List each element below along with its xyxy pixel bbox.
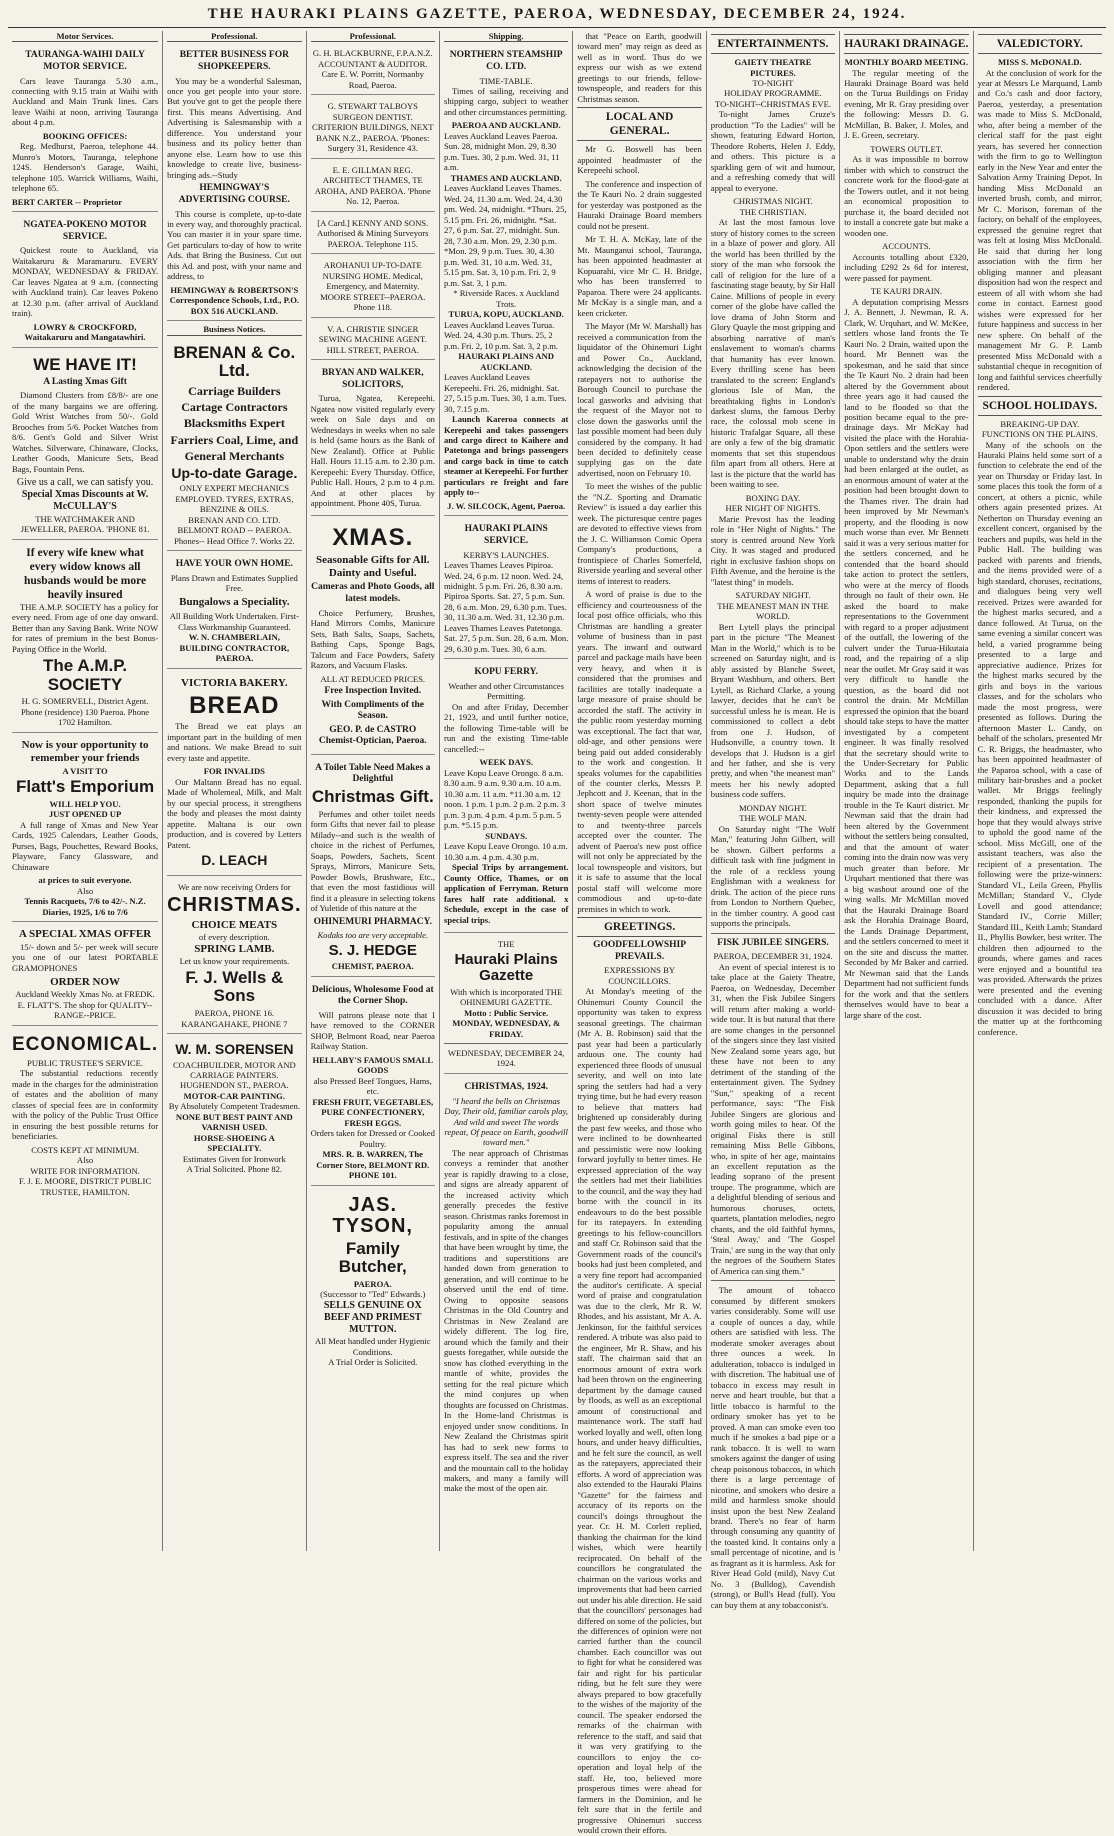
- ad-title: VICTORIA BAKERY.: [181, 676, 288, 689]
- paper-incorporated: With which is incorporated THE OHINEMURI GAZETTE.: [450, 986, 563, 1008]
- article-text: The amount of tobacco consumed by different smokers varies considerably. Some will use a couple of ounces a day, while others are satisfied with less. The moderate smoker averages about three ounces a week. In adulteration, tobacco is indulged in with discretion. The habitual use of tobacco in excess may result in nerve and heart trouble, but that a little tobacco is harmful to the ordinary smoker has yet to be proved. A man can smoke even too much if he smokes a bad pipe or a rank tobacco. It is well to warn smokers against the danger of using cheap poisonous tobaccos, in which there is a large percentage of nicotine, and smokers who desire a mild and harmless smoke should insist upon the best New Zealand brand. There's no fear of harm through consuming any quantity of the toasted kind. It contains only a small percentage of nicotine, and is as fragrant as it is harmless. Ask for River Head Gold (mild), Navy Cut No. 3 (Bulldog), Cavendish (strong), or Bull's Head (full). You can buy them at any tobacconist's.: [710, 1285, 836, 1610]
- ad-text: Launch Kareroa connects at Kerepeehi and takes passengers and cargo direct to Kaihere and Patetonga and brings passengers and cargo back in time to catch steamer at Kerepeehi. For further particulars re freight and fare apply to--: [443, 414, 569, 498]
- ad-subtitle: FOR INVALIDS: [203, 766, 265, 777]
- ad-tyson: [311, 1189, 435, 1372]
- section-heading: Professional.: [311, 31, 435, 42]
- article-subtitle: BOXING DAY.: [745, 492, 801, 503]
- poem: "I heard the bells on Christmas Day, Their old, familiar carols play, And wild and sweet The words repeat, Of peace on Earth, goodwill toward men.": [444, 1095, 569, 1148]
- ad-text: Special Trips by arrangement. County Office, Thames, or on application of Ferryman. Return fares half rate additional. x Schedule, except in the case of special trips.: [443, 862, 569, 925]
- article-subtitle: HOLIDAY PROGRAMME.: [724, 88, 822, 99]
- ad-flatts-emporium: [12, 736, 158, 922]
- ad-tagline: ALL AT REDUCED PRICES.: [320, 673, 426, 684]
- article-text: To-night James Cruze's production "To the Ladies" will be shown, featuring Edward Horton, Theodore Roberts, Helen J. Eddy, and others. This picture is a sparkling gem of wit and humour, and a refreshing comedy that will appeal to everyone.: [710, 109, 836, 193]
- article-text: The regular meeting of the Hauraki Drainage Board was held on the Turua Buildings on Friday evening, Mr R. Gray presiding over the following: Messrs D. G. McMillan, B. Baker, J. Moles, and J. E. Green, secretary.: [844, 67, 969, 141]
- article-text: A word of praise is due to the efficiency and courteousness of the local post office officials, who this Christmas are handling a greater volume of business than in past years. The inward and outward parcel and package mails have been very heavy, and when it is considered that the promises and facilities are totally inadequate a large measure of praise should be accorded the staff. The activity in the public room yesterday morning was exceptional. The fact that war, old-age, and other pensions were being paid out added considerably to the work and congestion. It speaks volumes for the capabilities of the counter clerks, Messrs P. Jephcott and J. Keenan, that in the short space of twelve minutes twenty-seven people were attended to and twenty-three parcels accepted over the counter. The advent of Paeroa's new post office will not only be appreciated by the local townspeople and visitors, but it is safe to assume that the local postal staff will welcome more commodious and up-to-date premises in which to work.: [577, 589, 702, 914]
- ad-title: KOPU FERRY.: [474, 667, 539, 678]
- ad-subtitle: HEMINGWAY'S ADVERTISING COURSE.: [178, 183, 290, 205]
- section-heading: Motor Services.: [12, 31, 158, 42]
- card-arohanui: AROHANUI UP-TO-DATE NURSING HOME. Medical, Emergency, and Maternity. MOORE STREET--PAEROA. Phone 118.: [311, 257, 435, 317]
- article-text: To meet the wishes of the public the "N.Z. Sporting and Dramatic Review" is issued a day earlier this week. The picturesque centre pages are devoted to effective views from the J. C. Williamson Comic Opera Company's productions, a frontispiece of Charles Somerfeld, Riverside yearling and several other items of interest to readers.: [577, 481, 702, 586]
- timetable: Leave Kopu Leave Orongo. 8 a.m. 8.30 a.m. 9 a.m. 9.30 a.m. 10 a.m. 10.30 a.m. 11 a.m. *11.30 a.m. 12 noon. 1 p.m. 1 p.m. 2 p.m. 2 p.m. 3 p.m. 3 p.m. 4 p.m. 4 p.m. 5 p.m. 5 p.m. *5.15 p.m.: [443, 767, 566, 831]
- shipping-kerby: [444, 519, 568, 659]
- article-subtitle: TE KAURI DRAIN.: [870, 286, 943, 297]
- article-text: The Mayor (Mr W. Marshall) has received a communication from the liquidator of the Ohinemuri Light and Power Co., Auckland, acknowledging the decision of the ratepayers not to authorise the Borough Council to purchase the local gasworks and advising that the request of the Mayor not to close down the gasworks until the last possible moment had been duly considered by the company. It had been decided to definitely cease supplying gas on the date advertised, noon on February 10.: [577, 321, 702, 478]
- column-4: [440, 31, 573, 1551]
- ad-amp-society: [12, 543, 158, 733]
- ad-agent: J. W. SILCOCK, Agent, Paeroa.: [447, 500, 566, 511]
- card-christie: V. A. CHRISTIE SINGER SEWING MACHINE AGENT. HILL STREET, PAEROA.: [311, 321, 435, 360]
- timetable: Leaves Auckland Leaves Paeroa. Sun. 28, midnight Mon. 29, 8.30 p.m. Tues. 30, 2 p.m. Wed. 31, 11 a.m.: [443, 130, 560, 173]
- article-title: SCHOOL HOLIDAYS.: [978, 396, 1102, 416]
- ad-subtitle: A Lasting Xmas Gift: [43, 376, 127, 387]
- ad-name: The A.M.P. SOCIETY: [43, 656, 128, 694]
- route-heading: WEEK DAYS.: [479, 757, 533, 768]
- route-heading: TURUA, KOPU, AUCKLAND.: [448, 309, 564, 320]
- article-subtitle: PAEROA, DECEMBER 31, 1924.: [713, 951, 833, 962]
- ad-text: (Successor to "Ted" Edwards.): [320, 1289, 426, 1300]
- route-heading: HAURAKI PLAINS AND AUCKLAND.: [458, 351, 554, 372]
- article-text: As it was impossible to borrow timber with which to construct the concrete work for the flood-gate at the Towers outlet, and it not being an economical proposition to purchase it, the board decided not to install a concrete gate but make a wooden one.: [844, 154, 969, 238]
- ad-title: BRYAN AND WALKER, SOLICITORS,: [321, 367, 424, 390]
- shipping-kopu-ferry: [444, 662, 568, 933]
- card-blackburne: G. H. BLACKBURNE, F.P.A.N.Z. ACCOUNTANT & AUDITOR. Care E. W. Porritt, Normanby Road, Paeroa.: [311, 45, 435, 95]
- column-3: [307, 31, 440, 1551]
- ad-text: A Trial Solicited. Phone 82.: [186, 1164, 283, 1175]
- ad-text: All Meat handled under Hygienic Conditions.: [315, 1336, 431, 1357]
- ad-agent: H. G. SOMERVELL, District Agent. Phone (residence) 130 Paeroa. Phone 1702 Hamilton.: [20, 696, 150, 728]
- ad-services: Carriage Builders Cartage Contractors Blacksmiths Expert Farriers Coal, Lime, and General Merchants: [170, 384, 299, 463]
- ad-subtitle: JUST OPENED UP: [48, 809, 122, 820]
- article-title: LOCAL AND GENERAL.: [577, 107, 701, 141]
- card-kenny: [A Card.] KENNY AND SONS. Authorised & Mining Surveyors PAEROA. Telephone 115.: [311, 215, 435, 254]
- article-title: FISK JUBILEE SINGERS.: [717, 937, 829, 948]
- article-title: CHRISTMAS, 1924.: [464, 1081, 548, 1092]
- ad-title: A SPECIAL XMAS OFFER: [18, 928, 152, 941]
- ad-name: F. J. Wells & Sons: [185, 967, 284, 1006]
- ad-title: BETTER BUSINESS FOR SHOPKEEPERS.: [179, 50, 289, 72]
- article-text: The conference and inspection of the Te Kauri No. 2 drain suggested for yesterday was postponed as the Hauraki Drainage Board members could not be present.: [577, 178, 702, 231]
- timetable: Leave Kopu Leave Orongo. 10 a.m. 10.30 a.m. 4 p.m. 4.30 p.m.: [443, 841, 568, 862]
- ad-text: Perfumes and other toilet needs form Gifts that never fail to please Milady--and such is the wealth of choice in the richest of Perfumes, Soaps, Powders, Sachets, Scent Sprays, Mirrors, Manicure Sets, Powder Bowls, Brushware, Etc., that even the most fastidious will find it a pleasure in selecting tokens of Yuletide of this nature at the: [310, 808, 435, 914]
- ad-text: THE A.M.P. SOCIETY has a policy for every need. From age of one day onward. Better than any Saving Bank. Write NOW for rates of premium in the best Bonus-Paying Office in the World.: [12, 601, 159, 654]
- article-subtitle: ACCOUNTS.: [882, 241, 931, 252]
- ad-address: BRENAN AND CO. LTD. BELMONT ROAD -- PAEROA. Phones-- Head Office 7. Works 22.: [174, 514, 295, 546]
- article-text: Many of the schools on the Hauraki Plains held some sort of a function to celebrate the end of the year on Thursday or Friday last. In some places this took the form of a concert, at others a picnic, while others again presented prizes. At Netherton on Thursday evening an excellent concert, organised by the teachers and pupils, was held in the Public Hall. The building was packed with parents and friends, and the items provided were of a high standard, choruses, recitations, and dialogues being very well received. Prizes were awarded for the highest marks secured, and a dance followed. At Turua, on the same evening a similar concert was held, a varied programme being presented to a large and appreciative audience. Prizes for the highest marks secured by the girls and boys in the various classes, and for the scholars who made the most progress, were presented as follows. During the afternoon Master L. Candy, on behalf of the scholars, presented Mr C. R. Briggs, the headmaster, who has been appointed headmaster of the Paparoa school, with a case of military hair-brushes and a pocket wallet. Mr Briggs feelingly responded, thanking the pupils for their kindness, and expressed the hope that they would always strive to uphold the good name of the school. Miss McGill, one of the assistant teachers, was also the recipient of a presentation. The following were the prize-winners: Standard VI., Leila Green, Phyllis McMillan; Standard V., Clyde Lovell and good attendance; Standard IV., Corrie Miller; Standard III., Keith Lamb; Standard II., Phyllis Bowker, best writer. The children then adjourned to the grounds, where games and races were enjoyed and a bountiful tea was provided. Afterwards the prizes were presented and the evening concluded with a dance. After discussion it was decided to bring the matter up at the forthcoming conference.: [977, 439, 1102, 1037]
- ad-text: COACHBUILDER, MOTOR AND CARRIAGE PAINTERS. HUGHENDON ST., PAEROA.: [172, 1059, 296, 1091]
- paper-name: Hauraki Plains Gazette: [454, 950, 558, 985]
- ad-subtitle: Weather and other Circumstances Permitting.: [448, 680, 564, 702]
- ad-tagline: Tennis Racquets, 7/6 to 42/-. N.Z. Diaries, 1925, 1/6 to 7/6: [24, 896, 146, 917]
- ad-warren: [311, 980, 435, 1186]
- ad-text: Times of sailing, receiving and shipping cargo, subject to weather and other circumstances permitting.: [443, 86, 569, 117]
- ad-text: ONLY EXPERT MECHANICS EMPLOYED. TYRES, EXTRAS, BENZINE & OILS.: [175, 483, 294, 515]
- ad-text: A full range of Xmas and New Year Cards, 1925 Calendars, Leather Goods, Purses, Bags, Pouchettes, Reward Books, Playware, Fancy Glassware, and Chinaware: [12, 819, 159, 872]
- ad-text: 15/- down and 5/- per week will secure you one of our latest PORTABLE GRAMOPHONES: [12, 941, 159, 973]
- route-heading: THAMES AND AUCKLAND.: [450, 172, 562, 183]
- article-subtitle: THE WOLF MAN.: [739, 813, 807, 824]
- article-subtitle: MONTHLY BOARD MEETING.: [844, 57, 969, 68]
- ad-subtitle: HORSE-SHOEING A SPECIALITY.: [193, 1132, 275, 1154]
- ad-sorensen: [167, 1037, 301, 1179]
- route-heading: PAEROA AND AUCKLAND.: [451, 120, 561, 131]
- article-text: On Saturday night "The Wolf Man," featuring John Gilbert, will be shown. Gilbert performs a difficult task with fine judgment in the role of a reckless young Englishman with a weakness for drink. The action of the piece runs from London to Northern Quebec, in the timber country. A good cast supports the principals.: [710, 823, 836, 929]
- ad-mccullay: [12, 351, 158, 540]
- ad-ngatea-pokeno: [12, 215, 158, 348]
- ad-title: Delicious, Wholesome Food at the Corner Shop.: [311, 984, 434, 1007]
- ad-title: HAURAKI PLAINS SERVICE.: [464, 524, 548, 546]
- ad-name: Flatt's Emporium: [15, 777, 155, 797]
- article-subtitle: GAIETY THEATRE PICTURES.: [734, 57, 812, 78]
- column-6: [707, 31, 840, 1610]
- column-1: [8, 31, 163, 1551]
- ad-subtitle: KERBY'S LAUNCHES.: [463, 549, 549, 560]
- ad-name: W. M. SORENSEN: [175, 1041, 294, 1058]
- ad-tagline: Give us a call, we can satisfy you.: [16, 476, 154, 488]
- ad-text: The substantial reductions recently made in the charges for the administration of estates and the abolition of many classes of special fees are in conformity with the policy of the Public Trust Office in ensuring the best possible returns for beneficiaries.: [12, 1068, 159, 1142]
- route-heading: SUNDAYS.: [485, 830, 528, 841]
- ad-tauranga-waihi: [12, 45, 158, 212]
- ad-text: Let us know your requirements.: [179, 956, 290, 967]
- ad-subtitle: BOOKING OFFICES:: [42, 130, 128, 141]
- ad-tagline: SELLS GENUINE OX BEEF AND PRIMEST MUTTON.: [323, 1299, 422, 1336]
- ad-subtitle: Seasonable Gifts for All. Dainty and Useful.: [316, 553, 430, 580]
- article-subtitle: THE CHRISTIAN.: [739, 206, 807, 217]
- ad-big: CHRISTMAS.: [167, 893, 302, 916]
- ad-title: NORTHERN STEAMSHIP CO. LTD.: [449, 50, 563, 72]
- ad-subtitle: A VISIT TO: [62, 765, 108, 776]
- ad-title: NGATEA-POKENO MOTOR SERVICE.: [23, 220, 147, 242]
- ad-subtitle: PUBLIC TRUSTEE'S SERVICE.: [27, 1057, 144, 1068]
- ad-name: GEO. P. de CASTRO Chemist-Optician, Paeroa.: [318, 724, 427, 747]
- timetable-note: * Riverside Races. x Auckland Trots.: [453, 288, 560, 309]
- ad-text: Auckland Weekly Xmas No. at FREDK. E. FLATT'S. The shop for QUALITY--RANGE--PRICE.: [15, 989, 155, 1021]
- ad-text: Plans Drawn and Estimates Supplied Free.: [170, 572, 298, 594]
- article-subtitle: GOODFELLOWSHIP PREVAILS.: [593, 940, 687, 962]
- card-talboys: G. STEWART TALBOYS SURGEON DENTIST. CRITERION BUILDINGS, NEXT BANK N.Z., PAEROA. 'Phones: Surgery 31, Residence 43.: [311, 98, 435, 158]
- article-text: At Monday's meeting of the Ohinemuri County Council the opportunity was taken to express seasonal greetings. The chairman (Mr A. B. Robinson) said that the past year had been a particularly arduous one. The county had experienced three floods of unusual severity, and well on into late spring the settlers had had a very trying time, but he had every reason to believe that matters had brightened up considerably during the past few weeks, and those who were inclined to be downhearted and pessimistic were now looking forward joyfully to better times. He expressed appreciation of the way the settlers had met their liabilities to the council, and the way they had borne with the council in its endeavours to do the best possible for its ratepayers. In extending greetings to his fellow-councillors and staff Cr. Robinson said that the Government roads of the council's books had just been completed, and a very fine report had accompanied the auditor's certificate. A special word of praise and congratulation was due to the clerk, Mr R. W. Rhodes, and his assistant, Mr A. A. Jenkinson, for the faithful services rendered. A tribute was also paid to the engineer, Mr R. Shaw, and his staff. The chairman said that an enormous amount of extra work had been thrown on the engineering department by the damage caused by floods, as well as an exceptional amount of constructional and maintenance work. The staff had worked loyally and well, often long hours, and under heavy difficulties, and he felt sure the council, as well as the ratepayers, appreciated their efforts. A word of appreciation was also extended to the Hauraki Plains "Gazette" for the fairness and accuracy of its reports on the council's doings throughout the year. Cr. H. M. Corlett replied, thanking the chairman for the kind wishes, which were heartily reciprocated. On behalf of the councillors he congratulated the chairman on the various works and improvements that had been carried out under his able direction. He said that the councillors' personages had differed on some of the policies, but the differences of opinion were not carried further than the council chamber. Each councillor was out to fight for what he considered was fair and right for his particular riding, but he felt sure they were always prepared to bow gracefully to the wishes of the majority of the council. The speaker endorsed the remarks of the chairman with reference to the staff, and said that it was very gratifying to the councillors to enjoy the co-operation and loyal help of the staff. He, too, believed more prosperous times were ahead for farmers in the Dominion, and he felt sure that in the fertile and progressive Ohinemuri success would crown their efforts.: [577, 986, 702, 1836]
- article-subtitle: TO-NIGHT: [752, 77, 794, 88]
- ad-title: WE HAVE IT!: [33, 354, 137, 374]
- article-text: Bert Lytell plays the principal part in the picture "The Meanest Man in the World," which is to be screened on Saturday night, and is ably assisted by Blanche Sweet, Bryant Washburn, and others. Bert Lytell, as Richard Clarke, a young lawyer, decides that he can't be successful unless he is mean. He is commissioned to collect a debt from one J. Hudson, of Hudsonville, a country town. It develops that J. Hudson is a girl and her father, and she is very pretty, and when "the meanest man" meets her his newly adopted business code suffers.: [710, 621, 836, 800]
- ad-brenan: [167, 339, 301, 552]
- article-text: At the conclusion of work for the year at Messrs Le Marquand, Lamb and Co.'s cash and door factory, Paeroa, yesterday, a presentation was made to Miss S. McDonald, who, after being a member of the clerical staff for the past eight years, has severed her connection with the firm to go to Wellington early in the New Year and enter the Salvation Army Training Depot. In handing Miss McDonald an inverted brush, comb, and mirror, Mr C. Morison, foreman of the factory, on behalf of the employees, expressed the genuine regret that was felt at losing Miss McDonald. He said that during her long association with the firm her obliging manner and pleasant disposition had won the respect and esteem of all with whom she had come in contact. Earnest good wishes were expressed for her future happiness and success in her new sphere. On behalf of the management Mr G. P. Lamb presented Miss McDonald with a substantial cheque in recognition of long and faithful services cheerfully rendered.: [977, 67, 1102, 393]
- ad-text: A Trial Order is Solicited.: [328, 1357, 418, 1368]
- ad-big: BREAD: [189, 692, 280, 720]
- ad-address: PAEROA, PHONE 16. KARANGAHAKE, PHONE 7: [181, 1008, 288, 1029]
- ad-subtitle: NONE BUT BEST PAINT AND VARNISH USED.: [175, 1111, 293, 1133]
- ad-subtitle: PAEROA.: [353, 1278, 392, 1289]
- ad-ohinemuri-pharmacy: [311, 758, 435, 977]
- paper-motto: Motto : Public Service.: [464, 1007, 549, 1018]
- ad-text: By Absolutely Competent Tradesmen.: [168, 1101, 300, 1112]
- ad-title: TAURANGA-WAIHI DAILY MOTOR SERVICE.: [25, 50, 145, 72]
- ad-text: On and after Friday, December 21, 1923, and until further notice, the following Time-table will be run and the existing Time-table cancelled:--: [443, 701, 569, 754]
- ad-title: A Toilet Table Need Makes a Delightful: [315, 762, 431, 785]
- timetable: Leaves Thames Leaves Pipiroa. Wed. 24, 6 p.m. 12 noon. Wed. 24, midnight. 5 p.m. Fri. 26, 8.30 a.m. Pipiroa Sports. Sat. 27, 5 p.m. Sun. 28, 6 a.m. Mon. 29, 6.30 p.m. Tues. 30, 11.30 a.m. Wed. 31, 12.30 p.m. Leaves Thames Leaves Patetonga. Sat. 27, 5 p.m. Sun. 28, 6 a.m. Mon. 29, 6.30 p.m. Tues. 30, 6 a.m.: [443, 560, 569, 654]
- ad-also: Also: [76, 885, 94, 896]
- article-subtitle: HER NIGHT OF NIGHTS.: [725, 503, 821, 514]
- ad-text: Orders taken for Dressed or Cooked Poultry.: [310, 1128, 435, 1149]
- ad-subtitle: TIME-TABLE.: [479, 75, 533, 86]
- article-title: HAURAKI DRAINAGE.: [844, 34, 968, 54]
- article-text: Marie Prevost has the leading role in "Her Night of Nights." The story is centred around New York City. It was staged and produced right in exclusive fashion shops on Fifth Avenue, and the heroine is the "latest thing" in models.: [710, 513, 836, 587]
- paper-the: THE: [497, 939, 515, 950]
- ad-chamberlain: [167, 554, 301, 668]
- ad-subtitle: SPRING LAMB.: [194, 942, 275, 955]
- column-7: [840, 31, 973, 1551]
- ad-tagline: With Compliments of the Season.: [321, 699, 424, 722]
- article-text: Accounts totalling about £320, including £292 2s 6d for interest, were passed for payment.: [844, 251, 969, 283]
- ad-victoria-bakery: [167, 672, 301, 876]
- ad-tagline: Kodaks too are very acceptable.: [317, 930, 429, 941]
- section-heading: Professional.: [167, 31, 301, 42]
- ad-title: If every wife knew what every widow knows all husbands would be more heavily insured: [23, 546, 147, 601]
- ad-subtitle: MOTOR-CAR PAINTING.: [183, 1090, 286, 1101]
- ad-title: ECONOMICAL.: [12, 1033, 159, 1055]
- article-subtitle: EXPRESSIONS BY COUNCILLORS.: [604, 965, 676, 986]
- article-subtitle: THE MEANEST MAN IN THE WORLD.: [717, 600, 829, 622]
- article-subtitle: BREAKING-UP DAY.: [1000, 418, 1080, 429]
- article-title: ENTERTAINMENTS.: [711, 34, 835, 54]
- editorial-masthead: [444, 936, 568, 1074]
- ad-subtitle: Cameras and Photo Goods, all latest models.: [311, 582, 435, 605]
- ad-tagline: at prices to suit everyone.: [38, 875, 132, 886]
- ad-subtitle: CHOICE MEATS: [191, 918, 278, 931]
- ad-text: Cars leave Tauranga 5.30 a.m., connecting with 9.15 train at Waihi with Auckland and Main Trunk lines. Cars leave Waihi at noon, arriving Tauranga about 4 p.m.: [12, 75, 159, 128]
- card-gillman: E. E. GILLMAN REG. ARCHITECT THAMES, TE AROHA, AND PAEROA. 'Phone No. 12, Paeroa.: [311, 162, 435, 212]
- article-subtitle: TO-NIGHT--CHRISTMAS EVE.: [714, 98, 831, 109]
- ad-tagline: WRITE FOR INFORMATION.: [30, 1165, 140, 1176]
- article-text: At last the most famous love story of history comes to the screen in a blaze of power and glory. All the world has been thrilled by the story of the man who forsook the call of religion for the lure of a fascinating stage beauty, by Sir Hall Caine. Millions of people in every corner of the globe have called the love drama of John Storm and Glory Quayle the most gripping and absorbing narrative of man's enslavement to woman's charms that humanity has ever known. Every thrilling scene has been translated to the screen: England's glorious Isle of Man, the breathtaking fights in London's darkest slums, the famous Derby race, the colossal mob scene in historic Trafalgar Square, all these are only a few of the big dramatic moments that set this stupendous film apart from all others. Here at last is the picture that the world has been waiting to see.: [710, 217, 836, 490]
- article-subtitle: MONDAY NIGHT.: [739, 802, 807, 813]
- article-text: Mr T. H. A. McKay, late of the Mt. Maunganui school, Tauranga, has been appointed headmaster at Kopuarahi, vice Mr C. H. Bridge, who has been transferred to Paparoa. There were 24 applicants. Mr McKay is a single man, and a keen cricketer.: [577, 234, 702, 318]
- editorial-christmas: [444, 1077, 568, 1501]
- article-subtitle: TOWERS OUTLET.: [870, 143, 943, 154]
- ad-text: also Pressed Beef Tongues, Hams, etc.: [313, 1075, 432, 1097]
- ad-subtitle: ORDER NOW: [50, 976, 121, 988]
- ad-big: XMAS.: [332, 524, 414, 552]
- ad-tagline: Free Inspection Invited.: [324, 686, 422, 697]
- ad-text: We are now receiving Orders for: [178, 881, 291, 892]
- ad-subtitle: Bungalows a Speciality.: [179, 595, 290, 608]
- ad-firm: Special Xmas Discounts at W. McCULLAY'S: [21, 489, 149, 513]
- ad-subtitle: WILL HELP YOU.: [49, 798, 121, 809]
- article-title: VALEDICTORY.: [978, 34, 1102, 54]
- article-subtitle: FUNCTIONS ON THE PLAINS.: [981, 429, 1098, 440]
- editorial-date: WEDNESDAY, DECEMBER 24, 1924.: [447, 1048, 565, 1069]
- ad-text: Choice Perfumery, Brushes, Hand Mirrors Combs, Manicure Sets, Bath Salts, Soaps, Sachets, Bathing Caps, Sponge Bags, Talcum and Face Powders, Safety Razors, and Vacuum Flasks.: [310, 607, 435, 671]
- columns: [8, 31, 1106, 1836]
- ad-text: Reg. Medhurst, Paeroa, telephone 44. Munro's Motors, Tauranga, telephone 124S. Henderson's Garage, Waihi, telephone 105. Warrick Williams, Waihi, telephone 65.: [12, 141, 159, 194]
- ad-tagline: COSTS KEPT AT MINIMUM.: [31, 1144, 139, 1155]
- ad-text: The Bread we eat plays an important part in the building of men and nations. We make Bread to suit every taste and appetite.: [167, 721, 302, 763]
- ad-name: W. N. CHAMBERLAIN, BUILDING CONTRACTOR, PAEROA.: [179, 632, 290, 664]
- ad-name: OHINEMURI PHARMACY.: [313, 916, 432, 927]
- ad-text: of every description.: [198, 932, 270, 943]
- ad-public-trustee: [12, 1029, 158, 1201]
- article-text: that "Peace on Earth, goodwill toward men" may reign as deed as well as in word. Thus do we express our wish as we extend greetings to our friends, fellow-townspeople, and readers for this Christmas season.: [577, 31, 702, 104]
- shipping-northern: [444, 45, 568, 516]
- article-text: An event of special interest is to take place at the Gaiety Theatre, Paeroa, on Wednesday, December 31, when the Fisk Jubilee Singers will return after making a world-wide tour. It is but natural that there are some changes in the personnel of the singers since they last visited New Zealand some years ago, but these have not been to any detriment of the standing of the entertainment given. The Sydney "Sun," speaking of a recent performance, says: "The Fisk Jubilee Singers are glorious and worth going miles to hear. Of the original Fisks there is still remaining Miss Belle Gibbons, who, in spite of her age, maintains an excellent reputation as the leading soprano of the present troupe. The programme, which are a delightful blending of serious and humorous choruses, octets, quartets, plantation melodies, negro chants, and the old faithful hymns, 'Steal Away,' and 'The Gospel Train,' are sung in the way that only the negroes of the Southern States of America can sing them.": [710, 961, 836, 1276]
- column-8: [974, 31, 1106, 1551]
- ad-text: Our Maltann Bread has no equal. Made of Wholemeal, Milk, and Malt by our special process, it strengthens the body and pleases the most dainty appetite. Maltana is our own production, and is covered by Letters Patent.: [167, 776, 302, 850]
- ad-name: MRS. R. B. WARREN, The Corner Store, BELMONT RD. PHONE 101.: [316, 1149, 430, 1181]
- ad-subtitle: Family Butcher,: [338, 1238, 407, 1277]
- ad-title: Now is your opportunity to remember your friends: [21, 738, 149, 765]
- article-text: The near approach of Christmas conveys a reminder that another year is rapidly drawing to a close, and signs are already apparent of the increased activity which generally precedes the festive season. Christmas ranks foremost in popularity among the annual festivals, and in spite of the changes that have been wrought by time, the traditions and superstitions are handed down from generation to generation, and will continue to be observed until the end of time. Owing to opposite seasons Christmas in the Old Country and Christmas in New Zealand are widely different. The log fire, around which the family and their guests foregather, while outside the snow has clothed everything in the mantle of white, provides the setting for the real picture which the mind conjures up when thoughts are focussed on Christmas. In the Home-land Christmas is enjoyed under snow conditions. In New Zealand the Christmas spirit has had to seek new forms to express itself. The sea and the river and the mountain call to the holiday makers, and many a family will make the most of the open air.: [443, 1147, 569, 1494]
- section-heading: Business Notices.: [167, 324, 301, 335]
- ad-hemingway: [167, 45, 301, 321]
- article-text: A deputation comprising Messrs J. A. Bennett, J. Newman, R. A. Clark, W. Urquhart, and W. McKee, settlers whose land fronts the Te Kauri No. 2 Drain, waited upon the board. Mr Bennett was the spokesman, and he said that since the Te Kauri No. 2 drain had been altered by the Government about three years ago it had caused the land to be flooded so that the position became equal to the pre-drainage days. Mr McKay had visited the place with the Horahia-Opon settlers and the settlers were unable to understand why the drain had been enlarged at the outlet, as an enormous amount of water at the position had been brought down to the Thames river. The drain had been improved by Mr Newman's property, and the flooding is now much worse than ever. Mr Bennett said it was a very serious matter for the settlers concerned, and he contended that the board should take action to protect the settlers, who were at the mercy of floods through no fault of their own. He asked the board to make representations to the Government with regard to a proper adjustment of the outfall, the lowering of the culvert under the Turua-Hikutaia road, and the repairing of a slip near the outlet. Mr Gray said it was very difficult to handle the question, as the board did not control the drain. Mr McMillan expressed the opinion that the board should take steps to have the matter investigated by a competent engineer. It was finally resolved that the secretary should write to the Under-Secretary for Public Works and to the Lands Department, asking that a full inquiry be made into the drainage trouble in the Te Kauri district. Mr Newman said that the drain had been altered by the Government without the settlers being consulted, and that the amount of water coming into the drain now was very much greater than before. Mr Urquhart mentioned that there was a big washout around one of the wing walls. Mr McMillan moved that the Hauraki Drainage Board ask the Horahia Drainage Board, the Lands Drainage Department, and the settlers concerned to meet it on the site and discuss the matter. Seconded by Mr Baker and carried. Mr Newman said that the Lands Department had not sufficient funds for the work and that the settlers themselves would have to bear a large share of the cost.: [844, 296, 969, 1020]
- article-text: Mr G. Boswell has been appointed headmaster of the Kerepeehi school.: [577, 144, 702, 176]
- masthead: THE HAURAKI PLAINS GAZETTE, PAEROA, WEDNESDAY, DECEMBER 24, 1924.: [8, 6, 1106, 28]
- ad-title: HAVE YOUR OWN HOME.: [175, 559, 293, 570]
- ad-big: Christmas Gift.: [311, 787, 434, 807]
- ad-firm-address: THE WATCHMAKER AND JEWELLER, PAEROA. 'PHONE 81.: [20, 513, 150, 535]
- ad-subtitle: Up-to-date Garage.: [171, 465, 298, 482]
- ad-text: You may be a wonderful Salesman, once you get people into your store. But you've got to get the people there first. This means Advertising. And Advertising is Salesmanship with a difference. You understand your business and its policy better than anyone else. Learn how to use this knowledge to create live, business-bringing ads.--Study: [167, 75, 302, 180]
- ad-text: Turua, Ngatea, Kerepeehi. Ngatea now visited regularly every week on Sale days and on Wednesdays in weeks when no sale is held (same hours as the Bank of New Zealand). Office at Public Hall. Hours 11.15 a.m. to 2.30 p.m. Kerepeehi: Every Thursday. Office, Public Hall. Hours, 2 p.m to 4 p.m. And at other places by appointment. Phone 40S, Turua.: [310, 393, 435, 508]
- article-title: GREETINGS.: [577, 917, 701, 937]
- section-heading: Shipping.: [444, 31, 568, 42]
- ad-proprietor: BERT CARTER -- Proprietor: [12, 196, 123, 207]
- article-subtitle: CHRISTMAS NIGHT.: [733, 196, 813, 207]
- column-2: [163, 31, 306, 1551]
- ad-subtitle: HELLABY'S FAMOUS SMALL GOODS: [312, 1054, 434, 1076]
- ad-text: Quickest route to Auckland, via Waitakaruru & Maramaruru. EVERY MONDAY, WEDNESDAY & FRIDAY. Car leaves Ngatea at 9 a.m. (connecting with Auckland train). Car leaves Pokeno at 12.30 p.m. (after arrival of Auckland train).: [12, 245, 159, 319]
- ad-name: D. LEACH: [201, 852, 268, 869]
- ad-de-castro: [311, 519, 435, 754]
- ad-text: Will patrons please note that I have removed to the CORNER SHOP, Belmont Road, near Paeroa Railway Station.: [310, 1009, 435, 1052]
- ad-name: F. J. E. MOORE, DISTRICT PUBLIC TRUSTEE, HAMILTON.: [18, 1176, 152, 1197]
- ad-text: All Building Work Undertaken. First-Class Workmanship Guaranteed.: [169, 611, 299, 632]
- ad-text: This course is complete, up-to-date in every way, and thoroughly practical. You can master it in your spare time. Get particulars to-day of how to write Ads. that Bring the Business. Cut out this Ad. and post, with your name and address, to: [167, 208, 302, 282]
- timetable: Leaves Auckland Leaves Thames. Wed. 24, 11.30 a.m. Wed. 24, 4.30 pm. Wed. 24, midnight. *Thurs. 25, 5.15 pm. Fri. 26, midnight. *Sat. 27, 6 p.m. Sat. 27, midnight. Sun. 28, 7.30 a.m. Mon. 29, 2.30 p.m. *Mon. 29, 9 p.m. Tues. 30, 4.30 p.m. Wed. 31, 10 a.m. Wed. 31, 5.15 pm. Sat. 3, 10 p.m. Fri. 2, 9 p.m. Sat. 3, 1 p.m.: [443, 183, 567, 288]
- ad-name: JAS. TYSON,: [332, 1193, 413, 1237]
- ad-wells-sons: [167, 879, 301, 1035]
- ad-address: HEMINGWAY & ROBERTSON'S Correspondence Schools, Ltd., P.O. BOX 516 AUCKLAND.: [169, 284, 300, 316]
- ad-gramophones: [12, 925, 158, 1026]
- ad-proprietor: LOWRY & CROCKFORD, Waitakaruru and Mangatawhiri.: [24, 321, 146, 343]
- ad-also: Also: [76, 1155, 94, 1166]
- ad-name: S. J. HEDGE: [328, 941, 417, 959]
- article-subtitle: MISS S. McDONALD.: [998, 57, 1082, 68]
- ad-subtitle: CHEMIST, PAEROA.: [331, 961, 414, 972]
- column-5: [573, 31, 706, 1836]
- card-bryan-walker: [311, 363, 435, 516]
- timetable: Leaves Auckland Leaves Turua. Wed. 24, 4.30 p.m. Thurs. 25, 2 p.m. Fri. 2, 10 p.m. Sat. 3, 2 p.m.: [443, 319, 559, 351]
- timetable: Leaves Auckland Leaves Kerepeehi. Fri. 26, midnight. Sat. 27, 5.15 p.m. Tues. 30, 1 a.m. Tues. 30, 7.15 p.m.: [443, 372, 567, 414]
- paper-days: MONDAY, WEDNESDAY, & FRIDAY.: [452, 1018, 561, 1039]
- ad-subtitle: FRESH FRUIT, VEGETABLES, PURE CONFECTIONERY, FRESH EGGS.: [312, 1096, 434, 1128]
- article-subtitle: SATURDAY NIGHT.: [735, 590, 811, 601]
- ad-text: Estimates Given for Ironwork: [182, 1153, 286, 1164]
- ad-text: Diamond Clusters from £8/8/- are one of the many bargains we are offering. Gold Wrist Watches from 50/-. Gold Brooches from 5/6. Pocket Watches from 8/6. Gent's Gold and Silver Wrist Watches. Silverware, Chinaware, Clocks, Leather Goods, Manicure Sets, Bead Bags, Fountain Pens.: [12, 390, 159, 474]
- ad-title: BRENAN & Co. Ltd.: [173, 342, 296, 381]
